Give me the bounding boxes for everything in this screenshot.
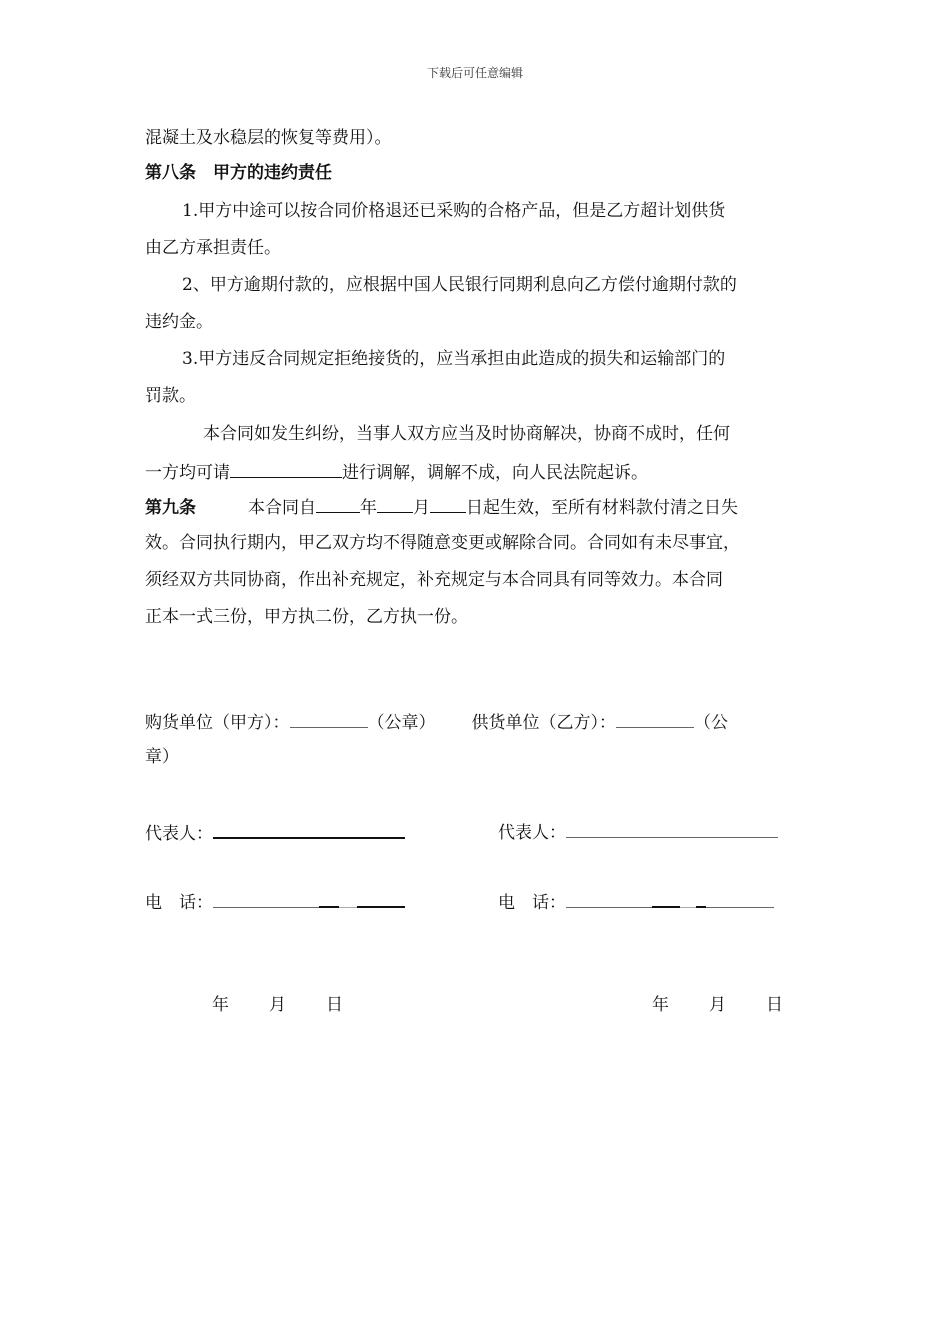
article9-line3: 须经双方共同协商，作出补充规定，补充规定与本合同具有同等效力。本合同 [145,570,723,590]
seller-phone-label: 电 话： [498,893,566,913]
continued-line: 混凝土及水稳层的恢复等费用）。 [145,128,392,148]
seller-representative [498,821,778,843]
dispute-line2-end: 进行调解，调解不成，向人民法院起诉。 [342,463,648,483]
buyer-rep-label: 代表人： [145,824,213,844]
seller-phone [498,890,774,913]
seller-date-month: 月 [709,995,726,1015]
buyer-phone-blank-a[interactable] [213,891,319,908]
seller-seal-part1: （公 [694,713,728,733]
article8-title: 第八条 甲方的违约责任 [145,163,332,183]
month-blank[interactable] [377,496,413,513]
seller-phone-blank-d[interactable] [706,891,774,908]
day-blank[interactable] [430,496,466,513]
buyer-rep-blank[interactable] [213,821,405,839]
buyer-seal: （公章） [367,713,436,733]
seller-unit-label: 供货单位（乙方）： [471,713,616,733]
buyer-date [212,995,343,1015]
article9-month: 月 [413,498,430,518]
year-blank[interactable] [316,496,360,513]
article8-item2-line2: 违约金。 [145,312,213,332]
seller-phone-blank-c[interactable] [696,890,706,908]
buyer-phone [145,890,405,913]
seller-rep-blank[interactable] [566,821,778,838]
mediator-blank[interactable] [230,461,342,478]
article8-item3-line2: 罚款。 [145,386,196,406]
article9-text1: 本合同自 [248,498,316,518]
header-note: 下载后可任意编辑 [426,66,523,80]
buyer-date-month: 月 [269,995,286,1015]
dispute-line1: 本合同如发生纠纷，当事人双方应当及时协商解决，协商不成时，任何 [203,424,730,444]
seller-date-year: 年 [652,995,669,1015]
buyer-phone-label: 电 话： [145,893,213,913]
buyer-date-day: 日 [326,995,343,1015]
seller-rep-label: 代表人： [498,823,566,843]
article8-item1-line1: 1.甲方中途可以按合同价格退还已采购的合格产品，但是乙方超计划供货 [182,201,726,221]
buyer-unit-label: 购货单位（甲方）： [145,713,290,733]
buyer-phone-blank-c[interactable] [357,890,405,908]
dispute-line2 [145,461,648,483]
seller-phone-blank-b[interactable] [652,890,680,908]
article8-item1-line2: 由乙方承担责任。 [145,238,281,258]
seller-unit-blank[interactable] [616,711,694,728]
buyer-unit-blank[interactable] [290,711,368,728]
seller-seal-part2: 章） [145,747,179,767]
article8-item3-line1: 3.甲方违反合同规定拒绝接货的，应当承担由此造成的损失和运输部门的 [182,349,726,369]
article9-line4: 正本一式三份，甲方执二份，乙方执一份。 [145,607,468,627]
seller-phone-blank-a[interactable] [566,891,652,908]
buyer-phone-blank-b[interactable] [319,890,339,908]
dispute-line2-start: 一方均可请 [145,463,230,483]
article8-item2-line1: 2、甲方逾期付款的，应根据中国人民银行同期利息向乙方偿付逾期付款的 [182,275,737,295]
seller-date-day: 日 [766,995,783,1015]
article9-year: 年 [360,498,377,518]
article9-text2: 日起生效，至所有材料款付清之日失 [466,498,738,518]
buyer-representative [145,821,405,844]
article9-line1 [145,496,738,518]
article9-line2: 效。合同执行期内，甲乙双方均不得随意变更或解除合同。合同如有未尽事宜， [145,533,740,553]
article9-title: 第九条 [145,498,196,518]
buyer-date-year: 年 [212,995,229,1015]
seller-date [652,995,783,1015]
buyer-unit-line [145,711,728,733]
